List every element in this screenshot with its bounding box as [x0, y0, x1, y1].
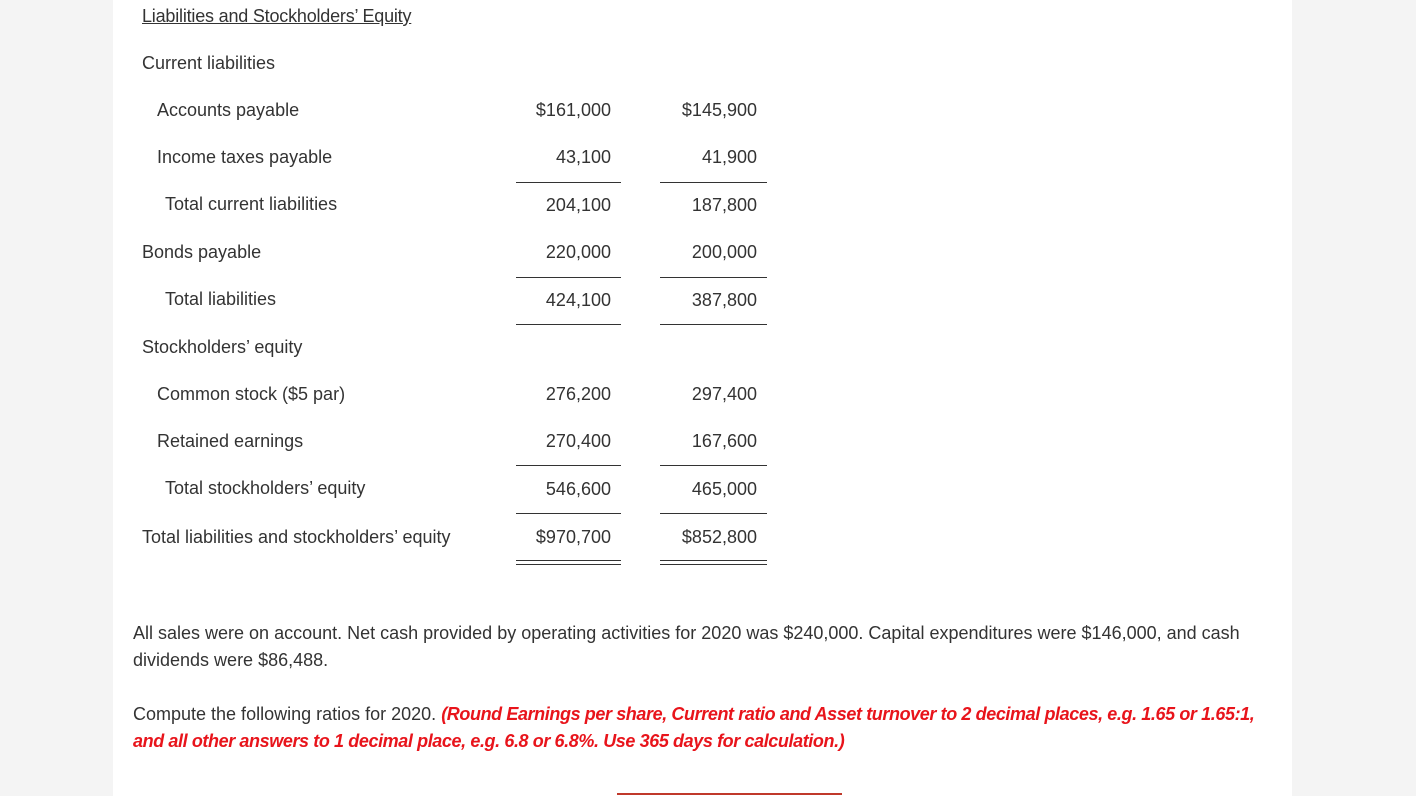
accounts-payable-2020: $161,000 [535, 100, 611, 120]
total-rule [516, 513, 621, 514]
total-liabilities-2020: 424,100 [545, 290, 611, 310]
total-liabilities-and-equity-2019: $852,800 [681, 527, 757, 547]
subtotal-rule [660, 182, 767, 183]
total-stockholders-equity-label: Total stockholders’ equity [165, 478, 366, 498]
subtotal-rule [516, 182, 621, 183]
total-current-liabilities-2020: 204,100 [545, 195, 611, 215]
common-stock-2019: 297,400 [691, 384, 757, 404]
subtotal-rule [660, 277, 767, 278]
total-stockholders-equity-2019: 465,000 [691, 479, 757, 499]
total-liabilities-2019: 387,800 [691, 290, 757, 310]
total-rule [516, 324, 621, 325]
accounts-payable-2019: $145,900 [681, 100, 757, 120]
total-liabilities-and-equity-label: Total liabilities and stockholders’ equity [142, 527, 451, 547]
common-stock-label: Common stock ($5 par) [157, 384, 346, 404]
bonds-payable-label: Bonds payable [142, 242, 262, 262]
problem-description: All sales were on account. Net cash provided by operating activities for 2020 was $240,000. Capital expenditures were $146,000, and cash dividends were $86,488. [133, 623, 1240, 670]
income-taxes-payable-2019: 41,900 [701, 147, 757, 167]
income-taxes-payable-label: Income taxes payable [157, 147, 333, 167]
answer-input-underline[interactable] [617, 793, 842, 795]
common-stock-2020: 276,200 [545, 384, 611, 404]
instructions-intro: Compute the following ratios for 2020. [133, 704, 437, 724]
accounts-payable-label: Accounts payable [157, 100, 300, 120]
retained-earnings-2019: 167,600 [691, 431, 757, 451]
current-liabilities-label: Current liabilities [142, 53, 276, 73]
total-current-liabilities-label: Total current liabilities [165, 194, 338, 214]
grand-total-double-rule [660, 560, 767, 565]
retained-earnings-label: Retained earnings [157, 431, 304, 451]
subtotal-rule [660, 465, 767, 466]
total-stockholders-equity-2020: 546,600 [545, 479, 611, 499]
problem-instructions [133, 701, 1263, 755]
total-liabilities-label: Total liabilities [165, 289, 277, 309]
stockholders-equity-label: Stockholders’ equity [142, 337, 303, 357]
total-rule [660, 513, 767, 514]
total-current-liabilities-2019: 187,800 [691, 195, 757, 215]
section-title: Liabilities and Stockholders’ Equity [142, 6, 412, 26]
retained-earnings-2020: 270,400 [545, 431, 611, 451]
subtotal-rule [516, 465, 621, 466]
total-liabilities-and-equity-2020: $970,700 [535, 527, 611, 547]
total-rule [660, 324, 767, 325]
bonds-payable-2019: 200,000 [691, 242, 757, 262]
grand-total-double-rule [516, 560, 621, 565]
rounding-instruction: (Round Earnings per share, Current ratio and Asset turnover to 2 decimal places, e.g. 1.65 or 1.65:1, and all other answers to 1 decimal place, e.g. 6.8 or 6.8%. Use 365 days for calculation.) [133, 704, 1255, 751]
income-taxes-payable-2020: 43,100 [555, 147, 611, 167]
bonds-payable-2020: 220,000 [545, 242, 611, 262]
subtotal-rule [516, 277, 621, 278]
